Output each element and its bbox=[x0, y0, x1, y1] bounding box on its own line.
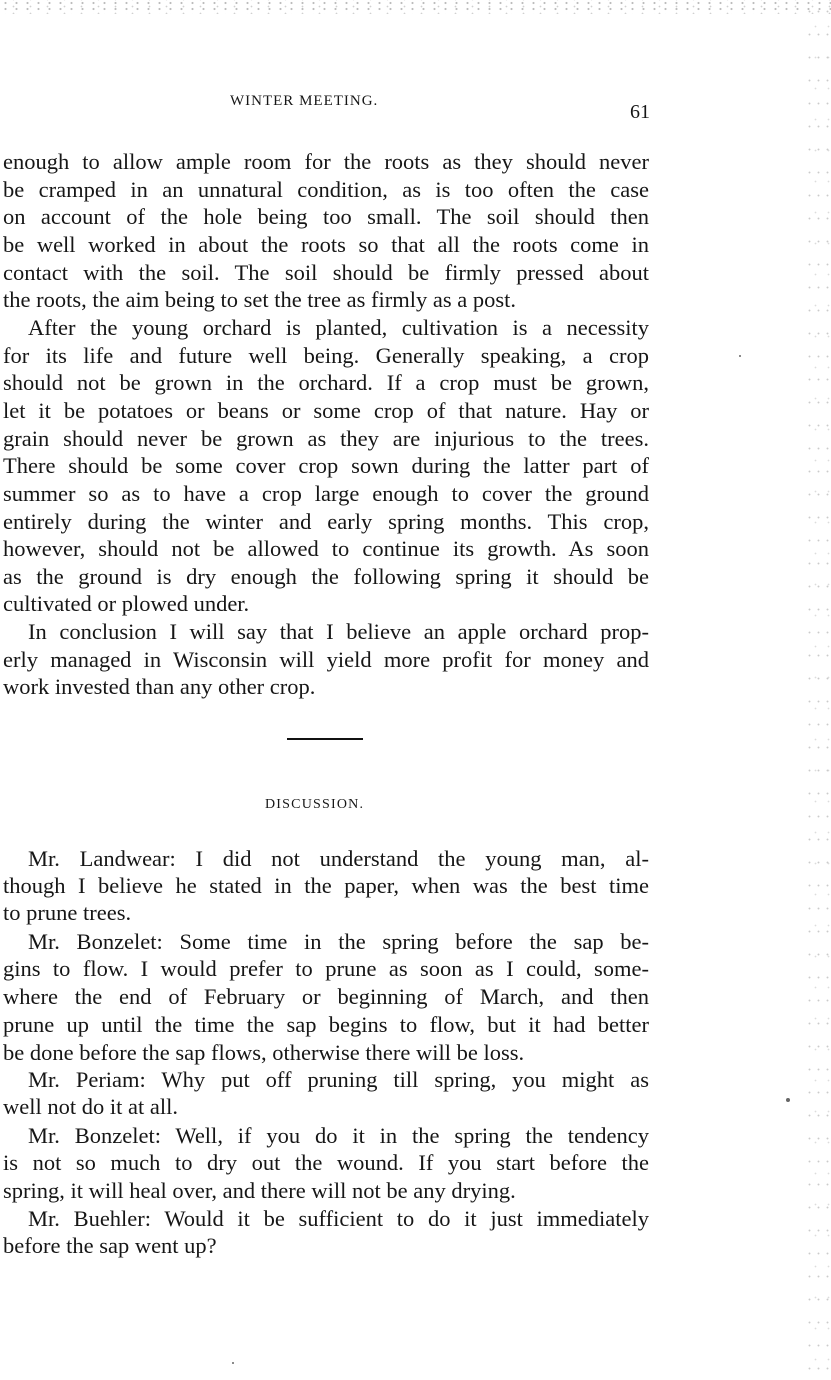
discussion-line: Mr. Landwear: I did not understand the young man, al- bbox=[28, 846, 649, 871]
body-line: In conclusion I will say that I believe an apple orchard prop- bbox=[28, 619, 649, 644]
discussion-line: before the sap went up? bbox=[3, 1233, 217, 1258]
discussion-line: Mr. Bonzelet: Some time in the spring before the sap be- bbox=[28, 929, 649, 954]
body-line: erly managed in Wisconsin will yield more profit for money and bbox=[3, 647, 649, 672]
scan-speck bbox=[739, 355, 741, 357]
discussion-line: Mr. Buehler: Would it be sufficient to do it just immediately bbox=[28, 1206, 649, 1231]
page-number: 61 bbox=[630, 101, 650, 123]
body-line: be well worked in about the roots so that all the roots come in bbox=[3, 232, 649, 257]
body-line: There should be some cover crop sown during the latter part of bbox=[3, 453, 649, 478]
discussion-line: Mr. Bonzelet: Well, if you do it in the spring the tendency bbox=[28, 1123, 649, 1148]
scan-speck bbox=[786, 1098, 790, 1102]
body-line: enough to allow ample room for the roots as they should never bbox=[3, 149, 649, 174]
scan-noise-right-edge bbox=[805, 0, 831, 1380]
discussion-line: be done before the sap flows, otherwise there will be loss. bbox=[3, 1040, 525, 1065]
body-line: work invested than any other crop. bbox=[3, 674, 316, 699]
body-line: grain should never be grown as they are injurious to the trees. bbox=[3, 426, 649, 451]
body-line: After the young orchard is planted, cultivation is a necessity bbox=[28, 315, 649, 340]
body-line: entirely during the winter and early spring months. This crop, bbox=[3, 509, 649, 534]
discussion-line: though I believe he stated in the paper, when was the best time bbox=[3, 873, 649, 898]
body-line: however, should not be allowed to continue its growth. As soon bbox=[3, 536, 649, 561]
body-line: on account of the hole being too small. The soil should then bbox=[3, 204, 649, 229]
section-divider bbox=[287, 738, 363, 740]
discussion-line: is not so much to dry out the wound. If you start before the bbox=[3, 1150, 649, 1175]
body-line: contact with the soil. The soil should be firmly pressed about bbox=[3, 260, 649, 285]
body-line: summer so as to have a crop large enough to cover the ground bbox=[3, 481, 649, 506]
body-line: the roots, the aim being to set the tree as firmly as a post. bbox=[3, 287, 516, 312]
body-line: cultivated or plowed under. bbox=[3, 591, 250, 616]
scan-noise-top bbox=[0, 0, 831, 14]
discussion-line: Mr. Periam: Why put off pruning till spring, you might as bbox=[28, 1067, 649, 1092]
scan-speck bbox=[232, 1362, 234, 1364]
body-line: for its life and future well being. Generally speaking, a crop bbox=[3, 343, 649, 368]
body-line: should not be grown in the orchard. If a crop must be grown, bbox=[3, 370, 649, 395]
discussion-line: well not do it at all. bbox=[3, 1094, 178, 1119]
discussion-line: spring, it will heal over, and there will not be any drying. bbox=[3, 1178, 516, 1203]
body-line: let it be potatoes or beans or some crop of that nature. Hay or bbox=[3, 398, 649, 423]
discussion-line: prune up until the time the sap begins to flow, but it had better bbox=[3, 1012, 649, 1037]
running-head: WINTER MEETING. bbox=[230, 93, 379, 109]
body-line: as the ground is dry enough the following spring it should be bbox=[3, 564, 649, 589]
body-line: be cramped in an unnatural condition, as is too often the case bbox=[3, 177, 649, 202]
discussion-line: gins to flow. I would prefer to prune as soon as I could, some- bbox=[3, 956, 649, 981]
section-heading: DISCUSSION. bbox=[265, 797, 365, 812]
discussion-line: where the end of February or beginning of March, and then bbox=[3, 984, 649, 1009]
discussion-line: to prune trees. bbox=[3, 900, 132, 925]
